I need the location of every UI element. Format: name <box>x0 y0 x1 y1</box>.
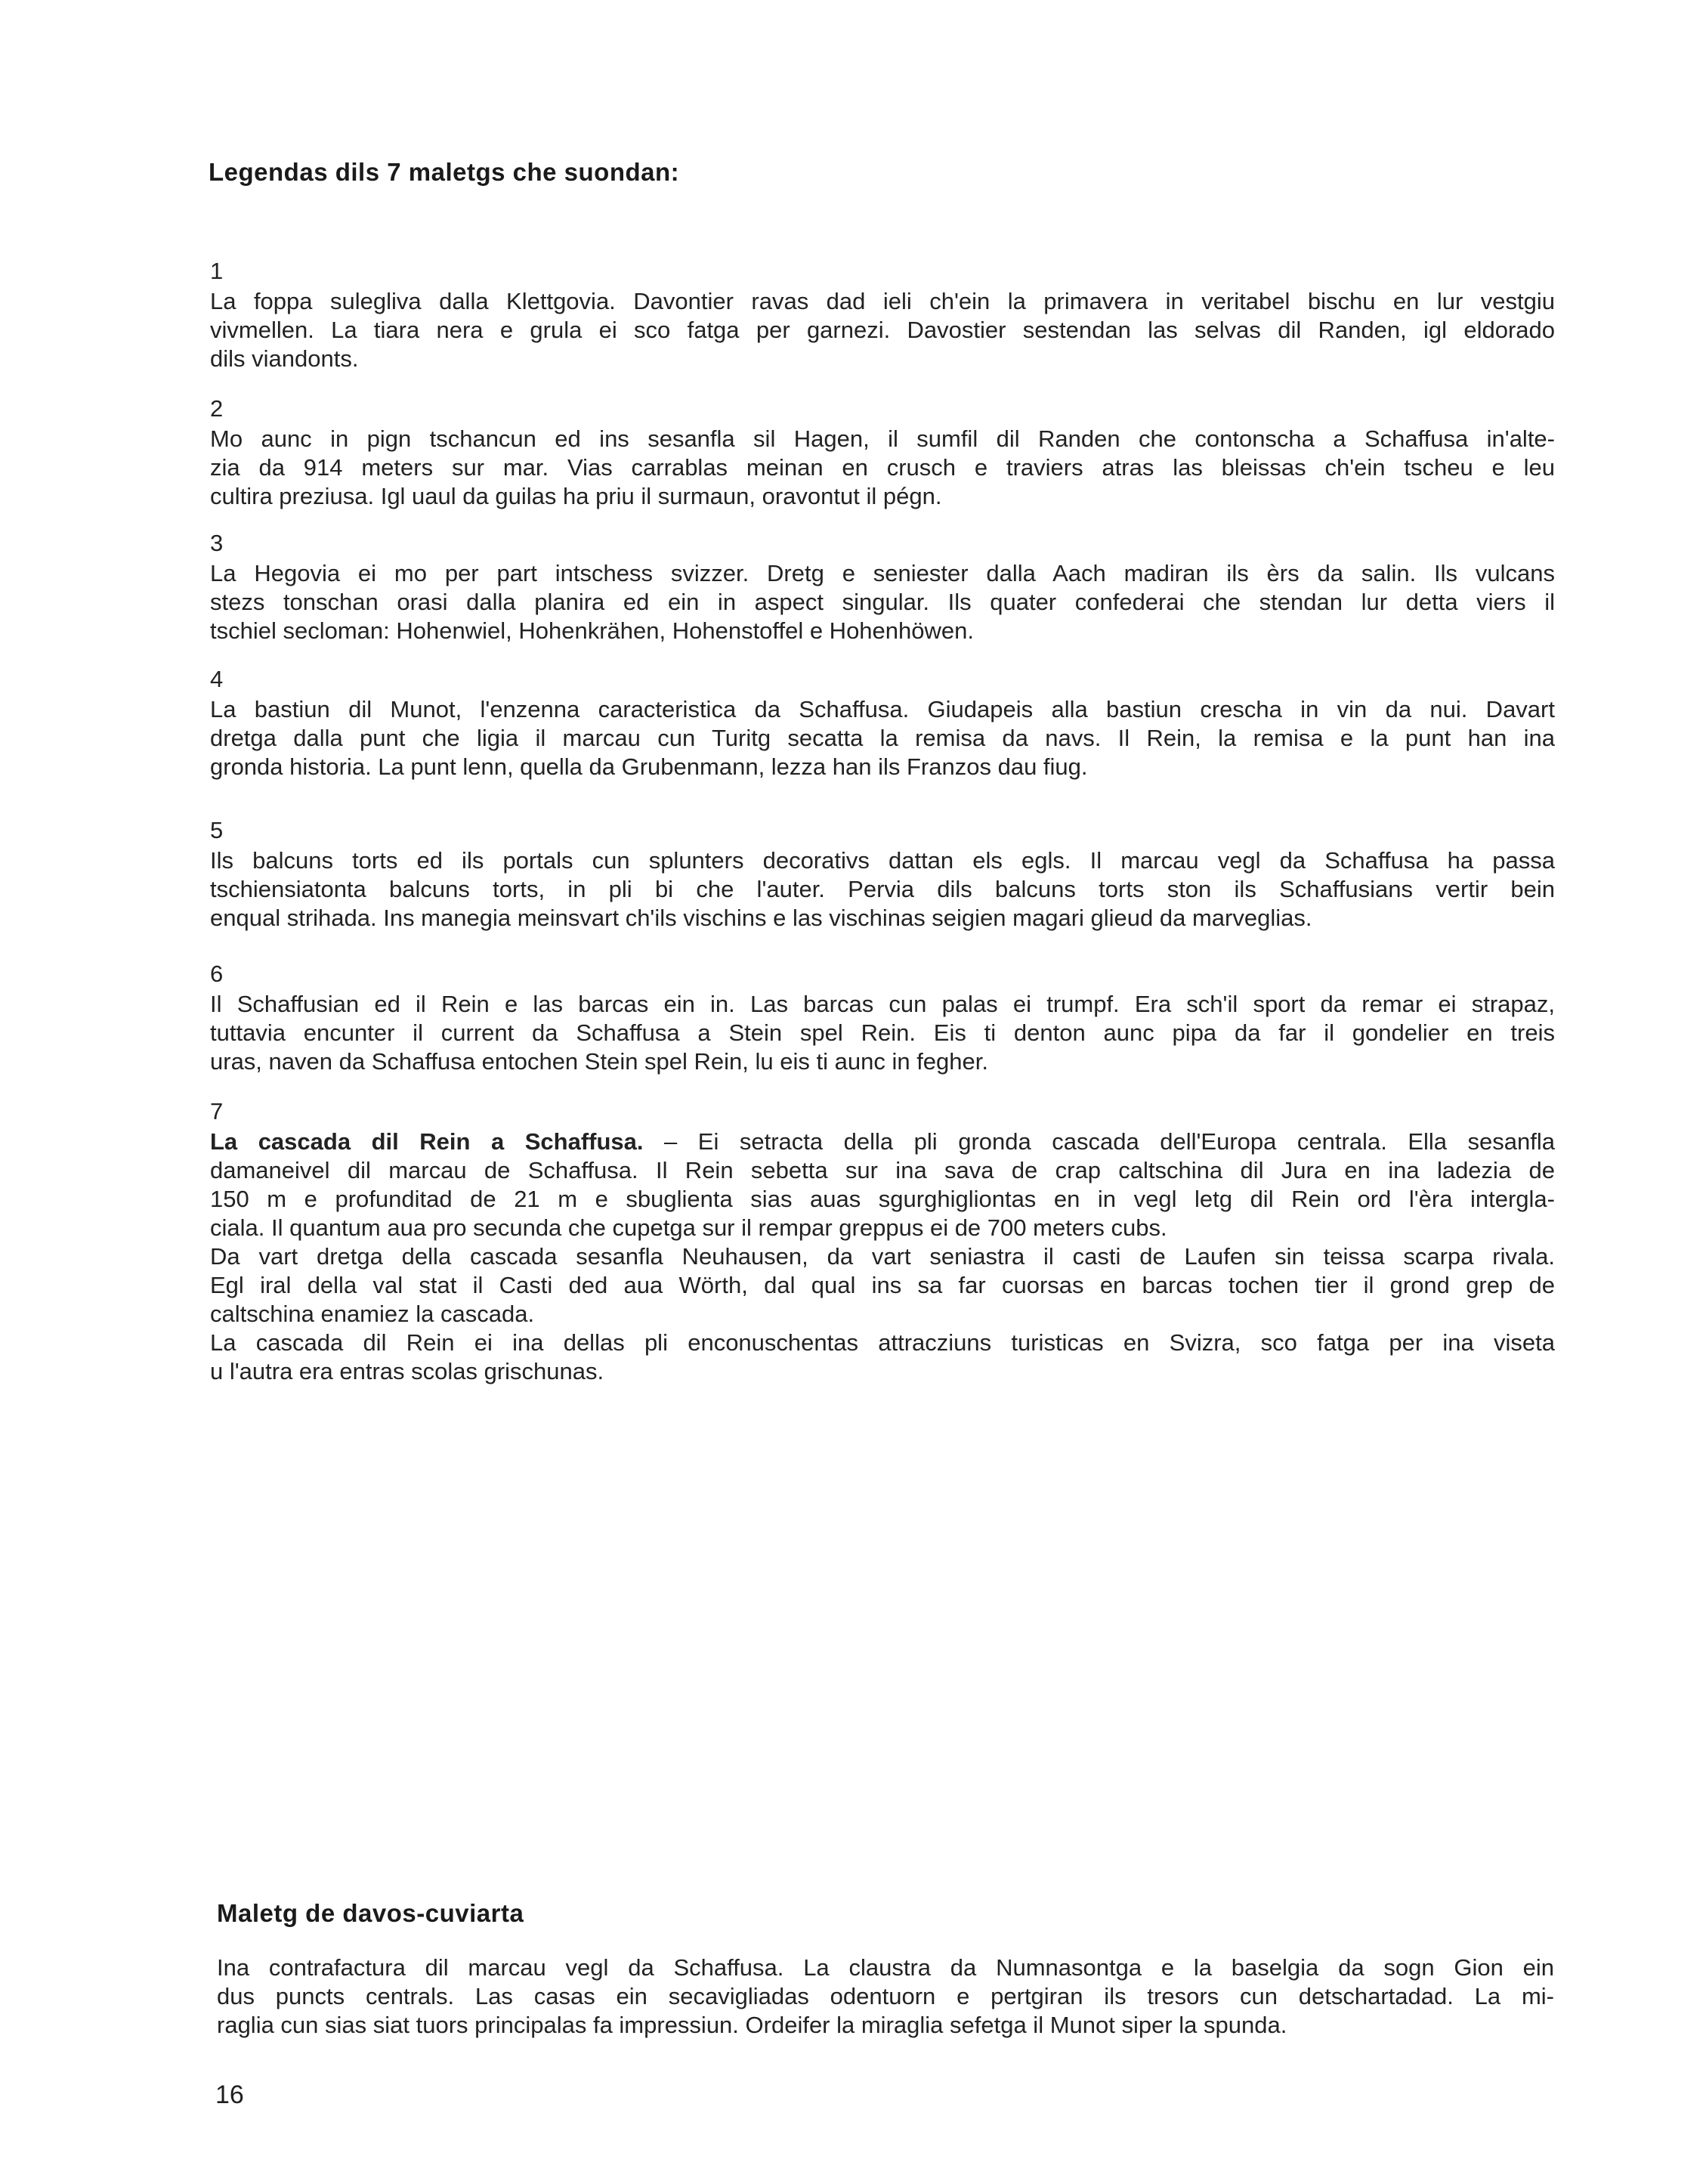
back-cover-line: raglia cun sias siat tuors principalas fa impressiun. Ordeifer la miraglia sefetga il Munot siper la spunda. <box>217 2012 1287 2038</box>
legend-item-line: Egl iral della val stat il Casti ded aua Wörth, dal qual ins sa far cuorsas en barcas tochen tier il grond grep de <box>210 1272 1555 1298</box>
legend-item-line: tuttavia encunter il current da Schaffusa a Stein spel Rein. Eis ti denton aunc pipa da far il gondelier en treis <box>210 1019 1555 1046</box>
legend-item-number: 6 <box>210 961 224 987</box>
legend-item-line: Da vart dretga della cascada sesanfla Neuhausen, da vart seniastra il casti de Laufen sin teissa scarpa rivala. <box>210 1243 1555 1270</box>
legend-item-line: enqual strihada. Ins manegia meinsvart ch'ils vischins e las vischinas seigien magari glieud da marveglias. <box>210 905 1312 931</box>
legend-item-line: La cascada dil Rein ei ina dellas pli enconuschentas attracziuns turisticas en Svizra, sco fatga per ina viseta <box>210 1329 1555 1356</box>
legend-item-line: cultira preziusa. Igl uaul da guilas ha priu il surmaun, oravontut il pégn. <box>210 483 942 509</box>
legend-item-line: dils viandonts. <box>210 345 359 372</box>
legend-item-first-line <box>210 1128 1555 1156</box>
back-cover-line: Ina contrafactura dil marcau vegl da Schaffusa. La claustra da Numnasontga e la baselgia da sogn Gion ein <box>217 1954 1554 1981</box>
legend-item-number: 2 <box>210 395 224 422</box>
legend-item-line: La Hegovia ei mo per part intschess svizzer. Dretg e seniester dalla Aach madiran ils èrs da salin. Ils vulcans <box>210 560 1555 586</box>
legend-item-5 <box>210 816 1555 933</box>
legend-item-line: La foppa sulegliva dalla Klettgovia. Davontier ravas dad ieli ch'ein la primavera in veritabel bischu en lur vestgiu <box>210 288 1555 314</box>
legend-item-line: tschiel secloman: Hohenwiel, Hohenkrähen, Hohenstoffel e Hohenhöwen. <box>210 617 974 644</box>
legend-item-line: Mo aunc in pign tschancun ed ins sesanfla sil Hagen, il sumfil dil Randen che contonscha a Schaffusa in'alte- <box>210 425 1555 452</box>
legend-item-2 <box>210 394 1555 511</box>
legend-item-3 <box>210 529 1555 645</box>
legend-item-line: stezs tonschan orasi dalla planira ed ein in aspect singular. Ils quater confederai che stendan lur detta viers il <box>210 589 1555 615</box>
legend-item-line: Il Schaffusian ed il Rein e las barcas ein in. Las barcas cun palas ei trumpf. Era sch'il sport da remar ei strapaz, <box>210 991 1555 1017</box>
legend-item-line: Ils balcuns torts ed ils portals cun splunters decorativs dattan els egls. Il marcau vegl da Schaffusa ha passa <box>210 847 1555 874</box>
legend-item-first-line-rest: – Ei setracta della pli gronda cascada dell'Europa centrala. Ella sesanfla <box>643 1128 1555 1155</box>
legend-item-line: uras, naven da Schaffusa entochen Stein spel Rein, lu eis ti aunc in fegher. <box>210 1048 988 1075</box>
page-number: 16 <box>215 2080 244 2109</box>
legend-item-number: 3 <box>210 530 224 556</box>
legend-item-lead: La cascada dil Rein a Schaffusa. <box>210 1128 644 1155</box>
legend-item-4 <box>210 665 1555 781</box>
legend-item-number: 4 <box>210 666 224 692</box>
back-cover-text <box>217 1954 1554 2040</box>
legend-item-line: vivmellen. La tiara nera e grula ei sco fatga per garnezi. Davostier sestendan las selvas dil Randen, igl eldorado <box>210 317 1555 343</box>
legend-item-6 <box>210 960 1555 1076</box>
legend-item-7 <box>210 1097 1555 1386</box>
legend-item-1 <box>210 257 1555 373</box>
legend-item-line: dretga dalla punt che ligia il marcau cun Turitg secatta la remisa da navs. Il Rein, la remisa e la punt han ina <box>210 725 1555 751</box>
legend-heading: Legendas dils 7 maletgs che suondan: <box>209 158 680 186</box>
back-cover-line: dus puncts centrals. Las casas ein secavigliadas odentuorn e pertgiran ils tresors cun detschartadad. La mi- <box>217 1983 1554 2009</box>
legend-item-line: gronda historia. La punt lenn, quella da Grubenmann, lezza han ils Franzos dau fiug. <box>210 753 1088 780</box>
legend-item-number: 1 <box>210 258 224 284</box>
legend-item-line: zia da 914 meters sur mar. Vias carrablas meinan en crusch e traviers atras las bleissas ch'ein tscheu e leu <box>210 454 1555 481</box>
legend-item-line: 150 m e profunditad de 21 m e sbuglienta sias auas sgurghigliontas en in vegl letg dil Rein ord l'èra intergla- <box>210 1186 1555 1212</box>
legend-item-line: damaneivel dil marcau de Schaffusa. Il Rein sebetta sur ina sava de crap caltschina dil Jura en ina ladezia de <box>210 1157 1555 1183</box>
legend-item-line: La bastiun dil Munot, l'enzenna caracteristica da Schaffusa. Giudapeis alla bastiun crescha in vin da nui. Davart <box>210 696 1555 722</box>
back-cover-heading: Maletg de davos-cuviarta <box>217 1899 524 1927</box>
legend-item-line: ciala. Il quantum aua pro secunda che cupetga sur il rempar greppus ei de 700 meters cubs. <box>210 1214 1167 1241</box>
legend-item-number: 5 <box>210 817 224 843</box>
legend-item-line: tschiensiatonta balcuns torts, in pli bi che l'auter. Pervia dils balcuns torts ston ils Schaffusians vertir bein <box>210 876 1555 902</box>
legend-item-number: 7 <box>210 1098 224 1124</box>
legend-item-line: u l'autra era entras scolas grischunas. <box>210 1358 604 1384</box>
legend-item-line: caltschina enamiez la cascada. <box>210 1301 535 1327</box>
